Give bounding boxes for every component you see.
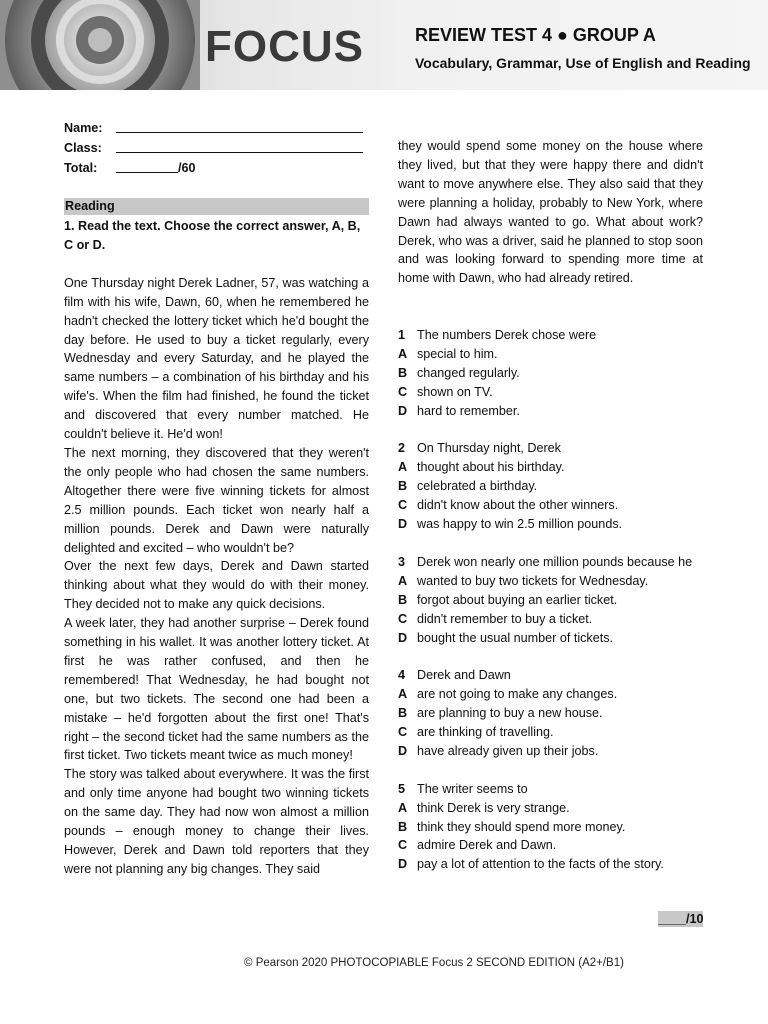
reading-paragraph-continuation: they would spend some money on the house where they lived, but that they were happy there and didn't want to move anywhere else. They also said that they were planning a holiday, probably to New York, where Dawn had always wanted to go. What about work? Derek, who was a driver, said he planned to stop soon and was looking forward to spending more time at home with Dawn, who had already retired. xyxy=(398,139,703,286)
question-number: 3 xyxy=(398,554,406,569)
answer-option[interactable] xyxy=(398,629,703,648)
option-text: think Derek is very strange. xyxy=(417,800,570,815)
option-text: have already given up their jobs. xyxy=(417,743,599,758)
option-text: are planning to buy a new house. xyxy=(417,706,603,721)
total-label: Total: xyxy=(64,161,98,176)
answer-option[interactable] xyxy=(398,402,703,421)
question-text: Derek won nearly one million pounds because he xyxy=(417,554,693,569)
question-stem xyxy=(398,553,703,572)
answer-option[interactable] xyxy=(398,591,703,610)
option-letter: B xyxy=(398,365,408,380)
reading-paragraph: The story was talked about everywhere. It was the first and only time anyone had bought two winning tickets on the same day. They had now won almost a million pounds – enough money to change their lives. However, Derek and Dawn told reporters that they were not planning any big changes. They said xyxy=(64,767,369,876)
answer-option[interactable] xyxy=(398,364,703,383)
question-1 xyxy=(398,326,703,421)
option-letter: B xyxy=(398,706,408,721)
answer-option[interactable] xyxy=(398,723,703,742)
class-field xyxy=(64,138,369,158)
answer-option[interactable] xyxy=(398,799,703,818)
option-text: shown on TV. xyxy=(417,384,493,399)
question-number: 1 xyxy=(398,328,406,343)
focus-logo-lens-graphic xyxy=(0,0,200,90)
option-letter: D xyxy=(398,743,408,758)
reading-paragraph: The next morning, they discovered that they weren't the only people who had chosen the same numbers. Altogether there were five winning tickets for almost 2.5 million pounds. Each ticket won nearly half a million pounds. Derek and Dawn were naturally delighted and excited – who wouldn't be? xyxy=(64,445,369,555)
option-text: wanted to buy two tickets for Wednesday. xyxy=(417,573,649,588)
question-number: 4 xyxy=(398,668,406,683)
option-letter: D xyxy=(398,630,408,645)
option-text: pay a lot of attention to the facts of the story. xyxy=(417,857,664,872)
option-text: hard to remember. xyxy=(417,403,520,418)
right-column xyxy=(398,137,703,893)
answer-option[interactable] xyxy=(398,704,703,723)
option-letter: A xyxy=(398,800,408,815)
option-text: thought about his birthday. xyxy=(417,460,565,475)
class-label: Class: xyxy=(64,141,102,156)
option-text: bought the usual number of tickets. xyxy=(417,630,614,645)
option-text: celebrated a birthday. xyxy=(417,479,538,494)
test-title: REVIEW TEST 4 ● GROUP A xyxy=(415,25,656,45)
reading-paragraph: A week later, they had another surprise – Derek found something in his wallet. It was another lottery ticket. At first he was rather confused, and then he remembered! That Wednesday, he had bought not one, but two tickets. The second one had been a mistake – he'd forgotten about the first one! That's right – the second ticket had the same numbers as the first ticket. Two tickets meant twice as much money! xyxy=(64,616,369,763)
question-text: On Thursday night, Derek xyxy=(417,441,561,456)
option-letter: C xyxy=(398,384,408,399)
option-letter: A xyxy=(398,460,408,475)
answer-option[interactable] xyxy=(398,345,703,364)
answer-option[interactable] xyxy=(398,572,703,591)
page-footer: © Pearson 2020 PHOTOCOPIABLE Focus 2 SECOND EDITION (A2+/B1) xyxy=(244,957,624,969)
total-input-line[interactable] xyxy=(116,172,178,173)
question-text: The writer seems to xyxy=(417,781,528,796)
option-text: special to him. xyxy=(417,346,498,361)
option-text: think they should spend more money. xyxy=(417,819,626,834)
question-stem xyxy=(398,780,703,799)
question-4 xyxy=(398,666,703,761)
option-text: forgot about buying an earlier ticket. xyxy=(417,592,618,607)
answer-option[interactable] xyxy=(398,855,703,874)
class-input-line[interactable] xyxy=(116,152,363,153)
reading-paragraph: One Thursday night Derek Ladner, 57, was watching a film with his wife, Dawn, 60, when he remembered he hadn't checked the lottery ticket which he'd bought the day before. He used to buy a ticket regularly, every Wednesday and every Saturday, and he played the same numbers – a combination of his birthday and his wife's. When the film had finished, he found the ticket and discovered that every number matched. He couldn't believe it. He'd won! xyxy=(64,275,369,442)
option-letter: D xyxy=(398,403,408,418)
option-text: changed regularly. xyxy=(417,365,520,380)
name-input-line[interactable] xyxy=(116,132,363,133)
section-heading-reading: Reading xyxy=(64,198,369,215)
task-instruction: 1. Read the text. Choose the correct answer, A, B, C or D. xyxy=(64,219,361,252)
answer-option[interactable] xyxy=(398,515,703,534)
test-subtitle: Vocabulary, Grammar, Use of English and Reading xyxy=(415,55,751,71)
option-letter: B xyxy=(398,819,408,834)
answer-option[interactable] xyxy=(398,836,703,855)
question-number: 2 xyxy=(398,441,406,456)
name-label: Name: xyxy=(64,121,103,136)
answer-option[interactable] xyxy=(398,742,703,761)
option-letter: C xyxy=(398,611,408,626)
question-3 xyxy=(398,553,703,648)
question-2 xyxy=(398,439,703,534)
option-letter: D xyxy=(398,517,408,532)
option-text: are not going to make any changes. xyxy=(417,687,618,702)
option-text: are thinking of travelling. xyxy=(417,725,554,740)
question-text: Derek and Dawn xyxy=(417,668,511,683)
question-list xyxy=(398,326,703,874)
question-number: 5 xyxy=(398,781,406,796)
name-field xyxy=(64,118,369,138)
brand-logo-text: FOCUS xyxy=(205,22,364,71)
option-letter: A xyxy=(398,687,408,702)
total-max: /60 xyxy=(178,161,196,176)
question-5 xyxy=(398,780,703,875)
total-field xyxy=(64,158,369,178)
option-text: didn't remember to buy a ticket. xyxy=(417,611,593,626)
section-score: ____/10 xyxy=(658,912,704,926)
answer-option[interactable] xyxy=(398,496,703,515)
answer-option[interactable] xyxy=(398,383,703,402)
answer-option[interactable] xyxy=(398,685,703,704)
option-letter: A xyxy=(398,346,408,361)
page-header xyxy=(0,0,768,90)
option-letter: A xyxy=(398,573,408,588)
answer-option[interactable] xyxy=(398,818,703,837)
answer-option[interactable] xyxy=(398,610,703,629)
option-letter: C xyxy=(398,838,408,853)
answer-option[interactable] xyxy=(398,458,703,477)
question-stem xyxy=(398,326,703,345)
left-column xyxy=(64,118,369,879)
option-letter: C xyxy=(398,498,408,513)
answer-option[interactable] xyxy=(398,477,703,496)
question-stem xyxy=(398,439,703,458)
option-letter: D xyxy=(398,857,408,872)
reading-paragraph: Over the next few days, Derek and Dawn started thinking about what they would do with their money. They decided not to make any quick decisions. xyxy=(64,559,369,612)
question-text: The numbers Derek chose were xyxy=(417,328,597,343)
question-stem xyxy=(398,666,703,685)
option-letter: B xyxy=(398,592,408,607)
option-letter: C xyxy=(398,725,408,740)
option-text: didn't know about the other winners. xyxy=(417,498,619,513)
option-letter: B xyxy=(398,479,408,494)
option-text: admire Derek and Dawn. xyxy=(417,838,557,853)
option-text: was happy to win 2.5 million pounds. xyxy=(417,517,623,532)
